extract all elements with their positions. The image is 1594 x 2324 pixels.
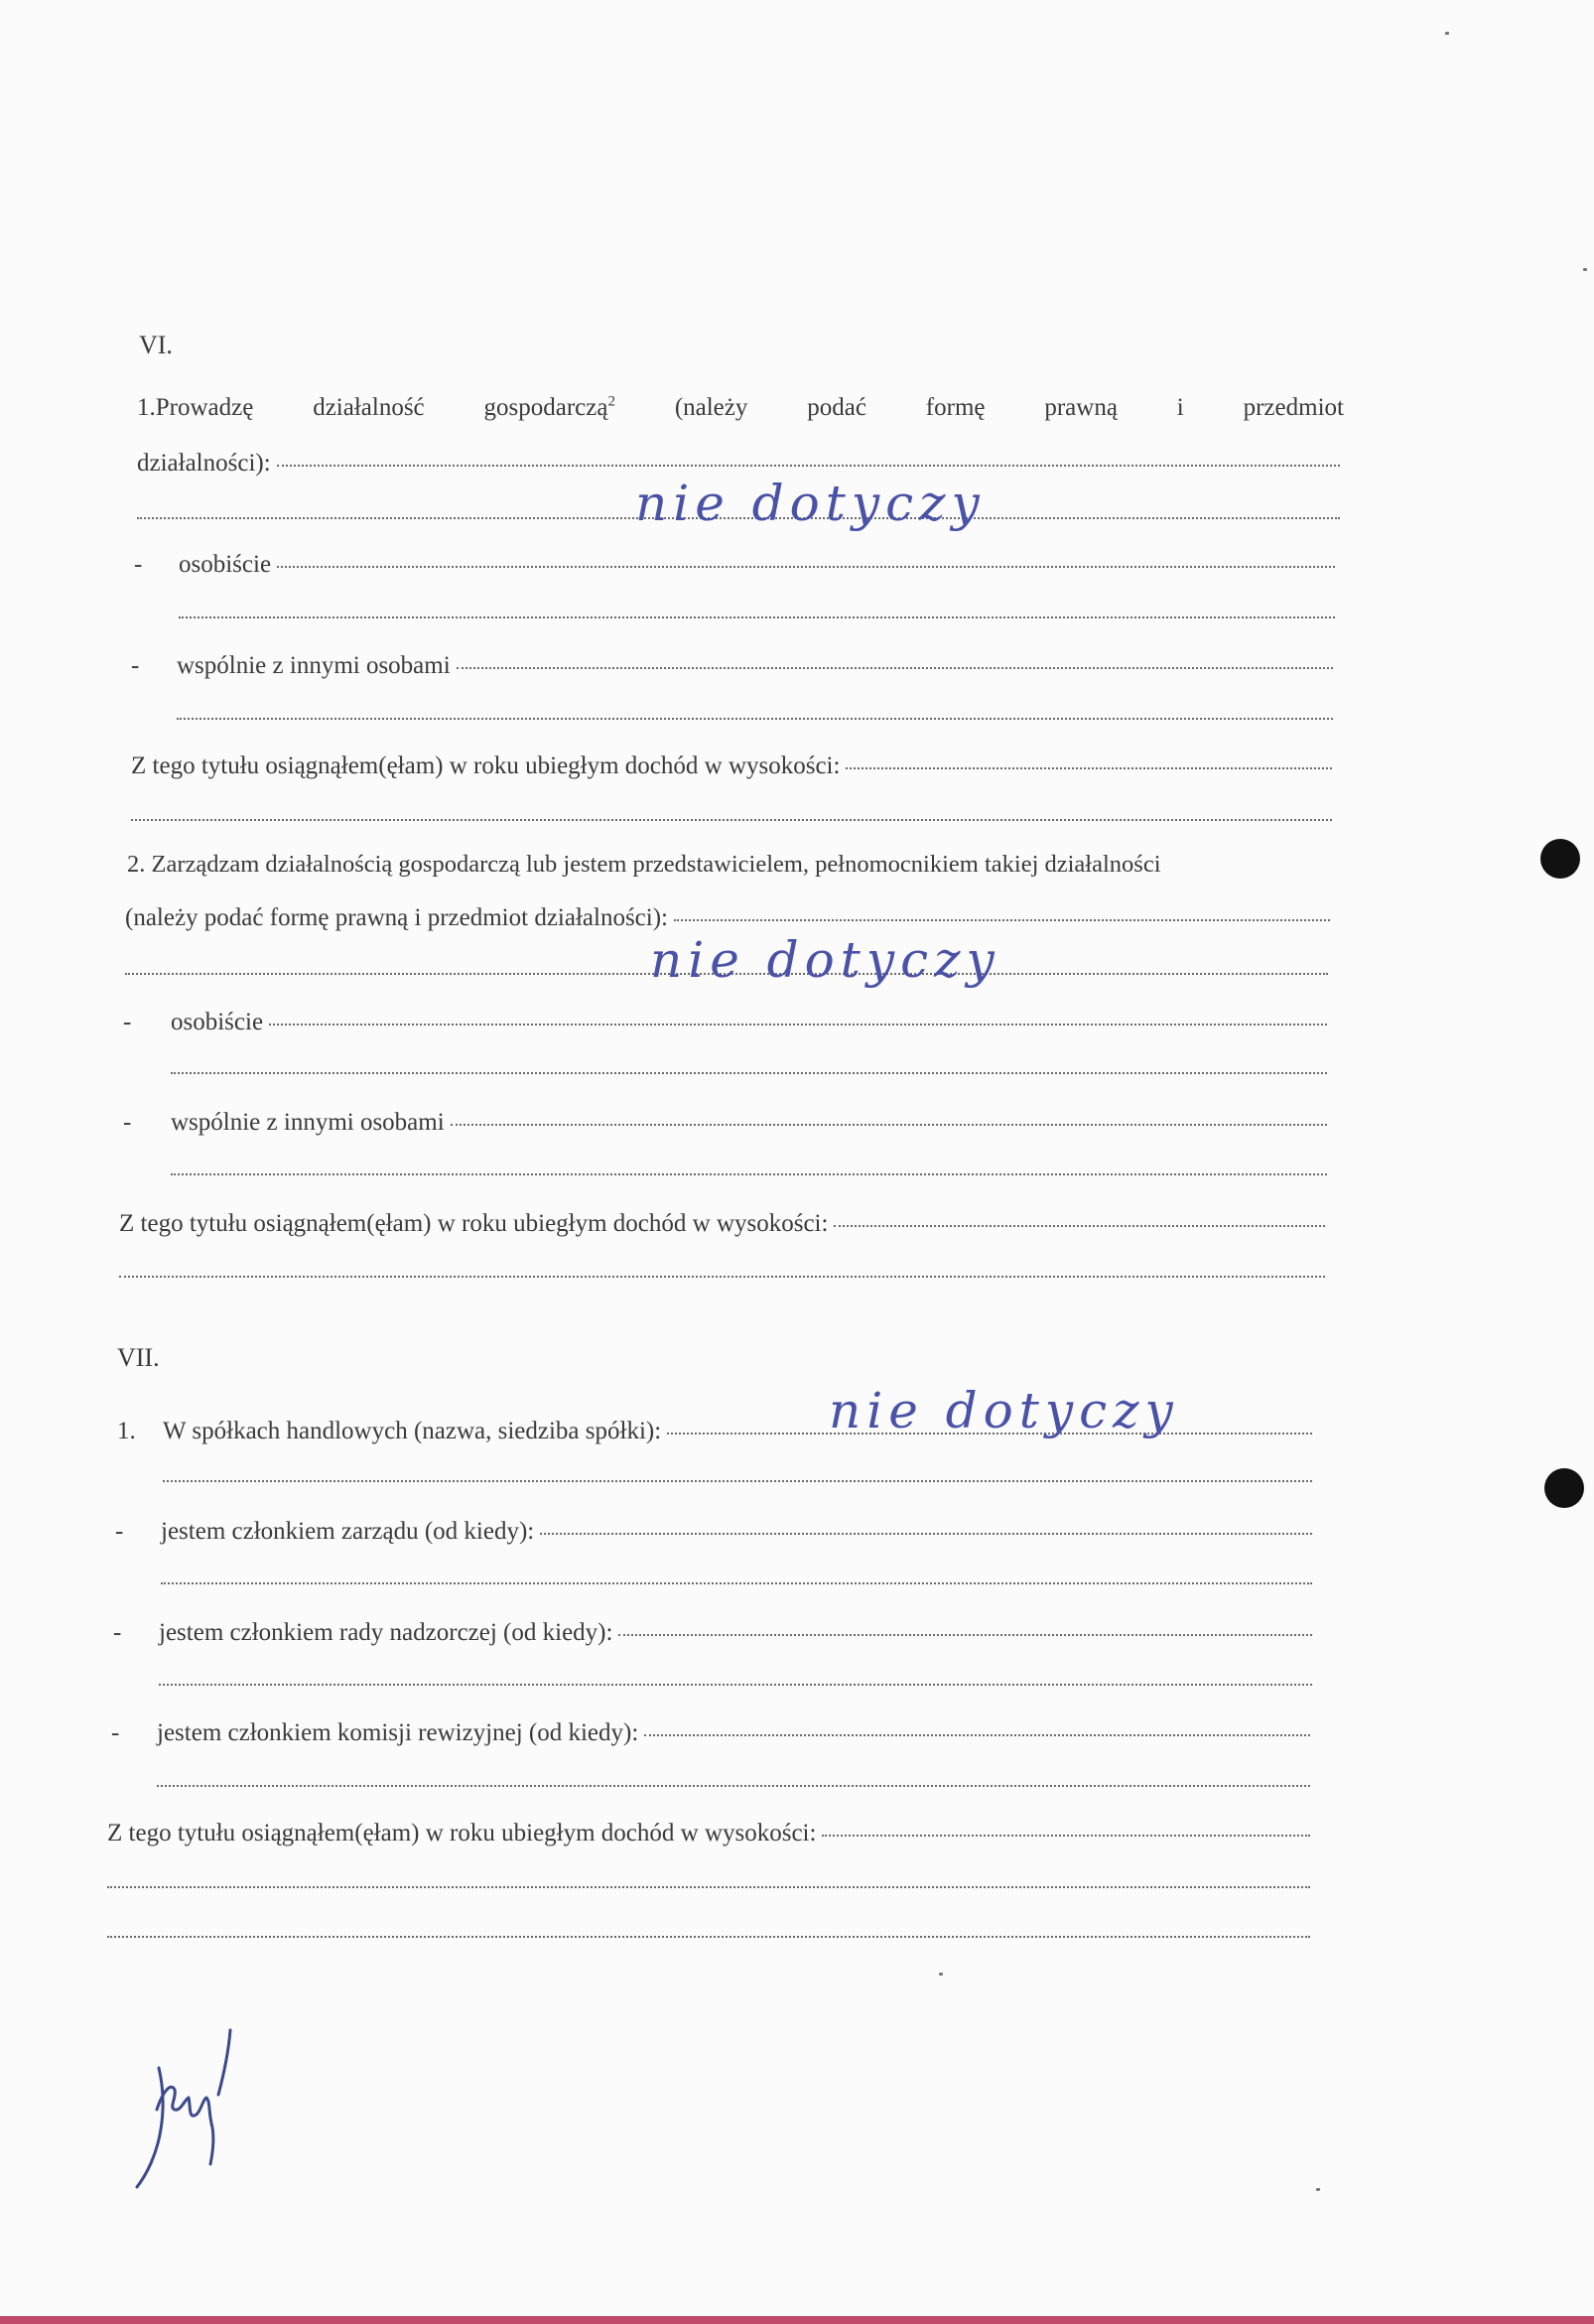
vi-1-dochod-label: Z tego tytułu osiągnąłem(ęłam) w roku ubiegłym dochód w wysokości: (131, 752, 841, 779)
fill-line (822, 1835, 1310, 1837)
vii-komisja-row (157, 1718, 1310, 1748)
fill-line (131, 819, 1332, 821)
vi-1-osobiscie-label: osobiście (179, 551, 272, 578)
vi-1-line1 (137, 393, 1344, 423)
vi-1-word: i (1176, 394, 1184, 421)
scan-speck (1445, 32, 1449, 35)
punch-hole (1544, 1468, 1584, 1508)
vi-1-osobiscie-row (179, 550, 1335, 580)
fill-line (618, 1634, 1312, 1636)
vi-2-line2 (125, 903, 1330, 933)
vii-komisja-label: jestem członkiem komisji rewizyjnej (od kiedy): (157, 1719, 639, 1746)
vii-zarzad-row (161, 1517, 1312, 1547)
fill-line (846, 767, 1332, 769)
scan-speck (1316, 2188, 1320, 2191)
vii-zarzad-label: jestem członkiem zarządu (od kiedy): (161, 1518, 535, 1545)
signature (119, 2010, 278, 2209)
fill-line (171, 1173, 1327, 1175)
fill-line (834, 1225, 1325, 1227)
fill-line (269, 1024, 1327, 1025)
punch-hole (1540, 839, 1580, 879)
vi-2-label: (należy podać formę prawną i przedmiot działalności): (125, 904, 668, 931)
bullet-dash: - (115, 1518, 124, 1545)
footnote-marker: 2 (607, 393, 615, 410)
fill-line (157, 1785, 1310, 1787)
vi-1-label: działalności): (137, 450, 271, 477)
section-vi-heading: VI. (139, 331, 173, 359)
fill-line (644, 1734, 1310, 1736)
fill-line (451, 1124, 1327, 1126)
fill-line (179, 616, 1335, 618)
vi-2-line1: 2. Zarządzam działalnością gospodarczą lub jestem przedstawicielem, pełnomocnikiem takiej działalności (127, 851, 1161, 878)
fill-line (540, 1533, 1312, 1535)
fill-line (674, 919, 1330, 921)
scan-edge (0, 2316, 1594, 2324)
section-vii-heading: VII. (117, 1343, 160, 1372)
bullet-dash: - (134, 551, 143, 578)
vi-1-word: przedmiot (1243, 394, 1344, 421)
vi-1-word: podać (807, 394, 866, 421)
vi-2-osobiscie-row (171, 1008, 1327, 1037)
fill-line (161, 1582, 1312, 1584)
vi-1-word: formę (925, 394, 986, 421)
scan-speck (939, 1973, 943, 1976)
vii-dochod-label: Z tego tytułu osiągnąłem(ęłam) w roku ubiegłym dochód w wysokości: (107, 1820, 817, 1846)
bullet-dash: - (111, 1719, 120, 1746)
fill-line (163, 1480, 1312, 1482)
vi-1-word: (należy (674, 394, 748, 421)
fill-line (107, 1886, 1310, 1888)
vi-2-wspolnie-label: wspólnie z innymi osobami (171, 1109, 445, 1136)
vii-1-label: W spółkach handlowych (nazwa, siedziba spółki): (163, 1418, 662, 1444)
bullet-dash: - (123, 1109, 132, 1136)
vi-1-dochod-row (131, 752, 1332, 781)
fill-line (177, 718, 1333, 720)
bullet-dash: - (113, 1619, 122, 1646)
vii-1-number: 1. (117, 1418, 136, 1444)
fill-line (107, 1936, 1310, 1938)
scan-speck (1583, 268, 1587, 271)
bullet-dash: - (131, 652, 140, 679)
fill-line (277, 465, 1340, 467)
vi-1-word: gospodarczą$^2$ (483, 393, 615, 421)
handwritten-answer: nie dotyczy (635, 475, 986, 532)
fill-line (457, 667, 1333, 669)
vi-1-wspolnie-label: wspólnie z innymi osobami (177, 652, 451, 679)
bullet-dash: - (123, 1009, 132, 1035)
vi-1-word: 1.Prowadzę (137, 394, 254, 421)
vi-1-word: działalność (313, 394, 425, 421)
vi-2-osobiscie-label: osobiście (171, 1009, 264, 1035)
vi-1-word: prawną (1044, 394, 1118, 421)
vii-dochod-row (107, 1819, 1310, 1848)
fill-line (119, 1276, 1325, 1278)
vi-2-dochod-label: Z tego tytułu osiągnąłem(ęłam) w roku ubiegłym dochód w wysokości: (119, 1210, 829, 1237)
vii-rada-row (159, 1618, 1312, 1648)
vi-1-wspolnie-row (177, 651, 1333, 681)
handwritten-answer: nie dotyczy (650, 931, 1000, 989)
fill-line (159, 1684, 1312, 1686)
vi-2-dochod-row (119, 1209, 1325, 1239)
vi-2-wspolnie-row (171, 1108, 1327, 1138)
fill-line (171, 1072, 1327, 1074)
vii-rada-label: jestem członkiem rady nadzorczej (od kiedy): (159, 1619, 613, 1646)
handwritten-answer: nie dotyczy (829, 1382, 1179, 1439)
fill-line (277, 566, 1335, 568)
